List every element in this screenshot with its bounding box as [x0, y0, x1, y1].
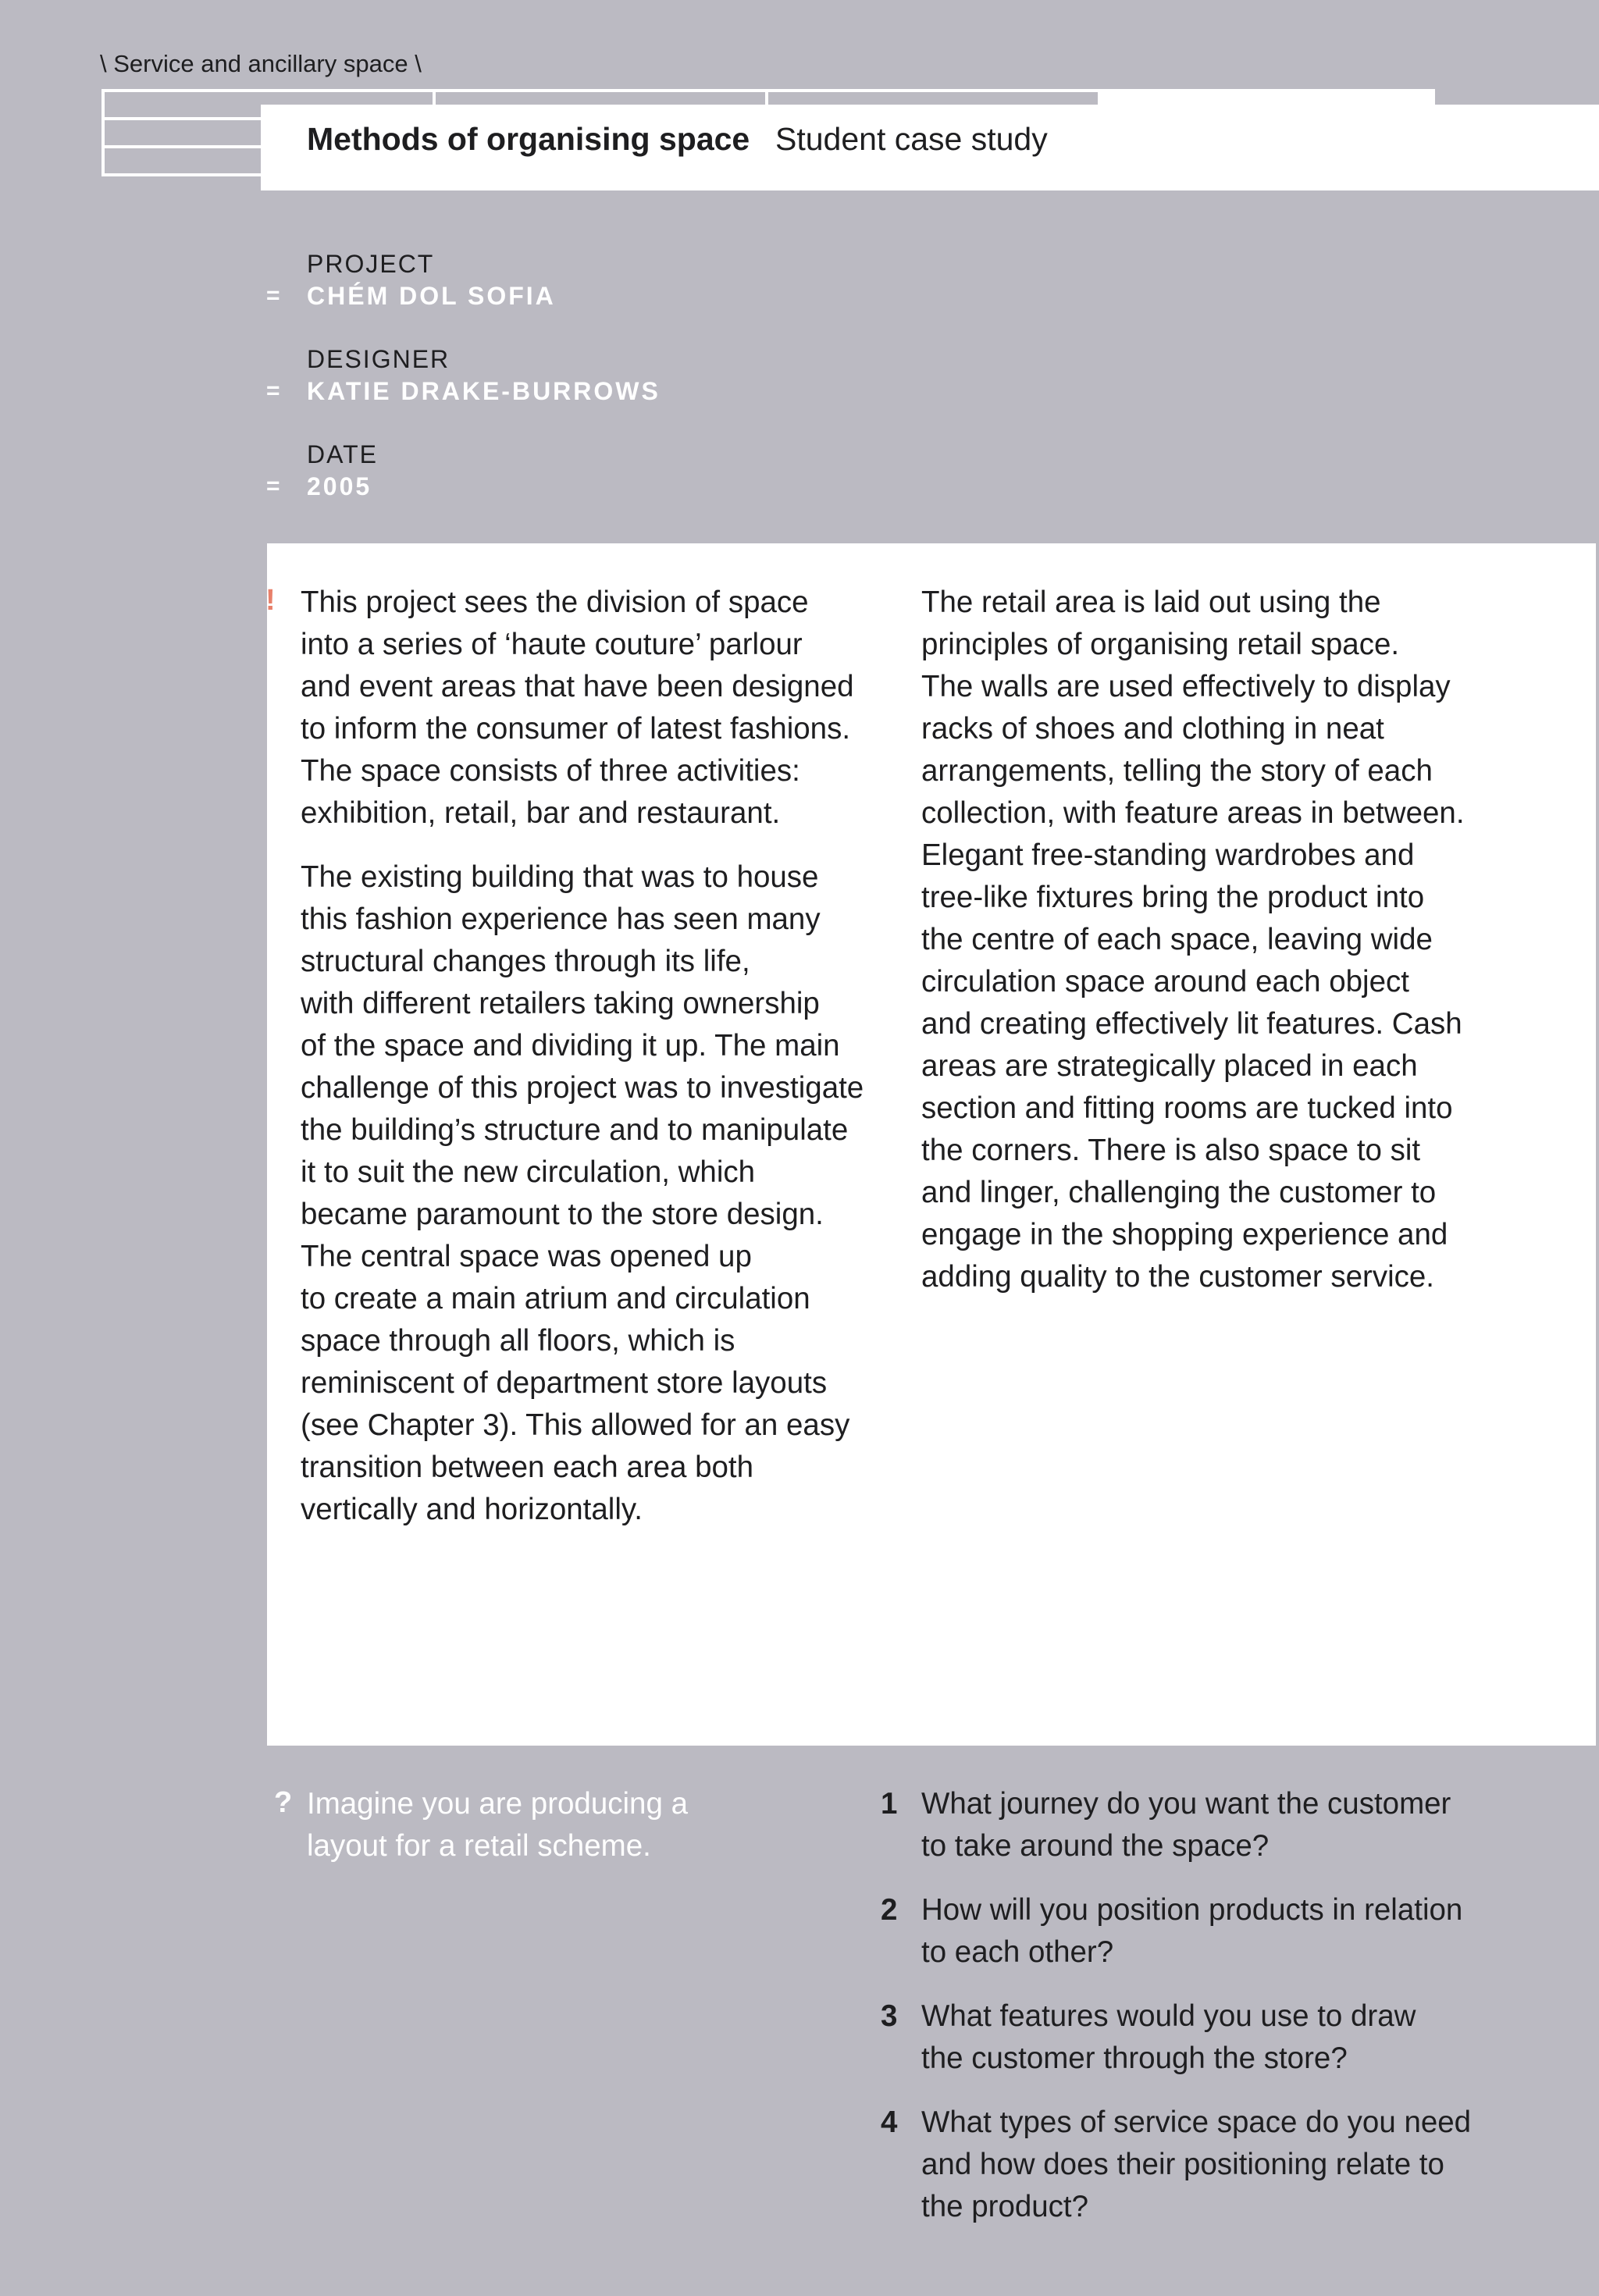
- question-icon: ?: [274, 1786, 293, 1819]
- question-number: 3: [881, 1999, 898, 2033]
- question-number: 4: [881, 2106, 898, 2139]
- question-item: 2 How will you position products in relation to each other?: [881, 1889, 1521, 1974]
- body-paragraph: The existing building that was to house this fashion experience has seen many structural changes through its life, with different retailers taking ownership of the space and dividing it up. The main challenge of this project was to investigate the building’s structure and to manipulate it to suit the new circulation, which became paramount to the store design. The central space was opened up to create a main atrium and circulation space through all floors, which is reminiscent of department store layouts (see Chapter 3). This allowed for an easy transition between each area both vertically and horizontally.: [301, 860, 864, 1526]
- body-column-right: [921, 582, 1577, 1320]
- question-item: 1 What journey do you want the customer to take around the space?: [881, 1783, 1521, 1867]
- exclamation-icon: !: [265, 584, 276, 617]
- meta-label-project: PROJECT: [307, 250, 435, 278]
- body-paragraph: This project sees the division of space into a series of ‘haute couture’ parlour and event areas that have been designed to inform the consumer of latest fashions. The space consists of three activities: exhibition, retail, bar and restaurant.: [301, 586, 854, 830]
- body-column-left: [301, 582, 910, 1553]
- question-list: [881, 1783, 1521, 2250]
- meta-value-date: 2005: [307, 472, 372, 500]
- question-prompt: Imagine you are producing a layout for a retail scheme.: [307, 1787, 688, 1863]
- page-title: Methods of organising space: [307, 121, 750, 157]
- meta-label-designer: DESIGNER: [307, 345, 450, 373]
- meta-marker: =: [266, 473, 280, 499]
- question-item: 3 What features would you use to draw the customer through the store?: [881, 1995, 1521, 2080]
- body-paragraph: The retail area is laid out using the principles of organising retail space. The walls are used effectively to display racks of shoes and clothing in neat arrangements, telling the story of each collection, with feature areas in between. Elegant free-standing wardrobes and tree-like fixtures bring the product into the centre of each space, leaving wide circulation space around each object and creating effectively lit features. Cash areas are strategically placed in each section and fitting rooms are tucked into the corners. There is also space to sit and linger, challenging the customer to engage in the shopping experience and adding quality to the customer service.: [921, 586, 1465, 1294]
- page-subtitle: Student case study: [775, 121, 1048, 157]
- meta-marker: =: [266, 378, 280, 404]
- meta-marker: =: [266, 283, 280, 308]
- meta-label-date: DATE: [307, 440, 378, 468]
- meta-value-designer: KATIE DRAKE-BURROWS: [307, 377, 661, 405]
- question-item: 4 What types of service space do you need and how does their positioning relate to the product?: [881, 2102, 1521, 2228]
- meta-value-project: CHÉM DOL SOFIA: [307, 282, 556, 310]
- question-number: 2: [881, 1893, 898, 1927]
- breadcrumb: \ Service and ancillary space \: [100, 50, 422, 77]
- question-number: 1: [881, 1787, 898, 1821]
